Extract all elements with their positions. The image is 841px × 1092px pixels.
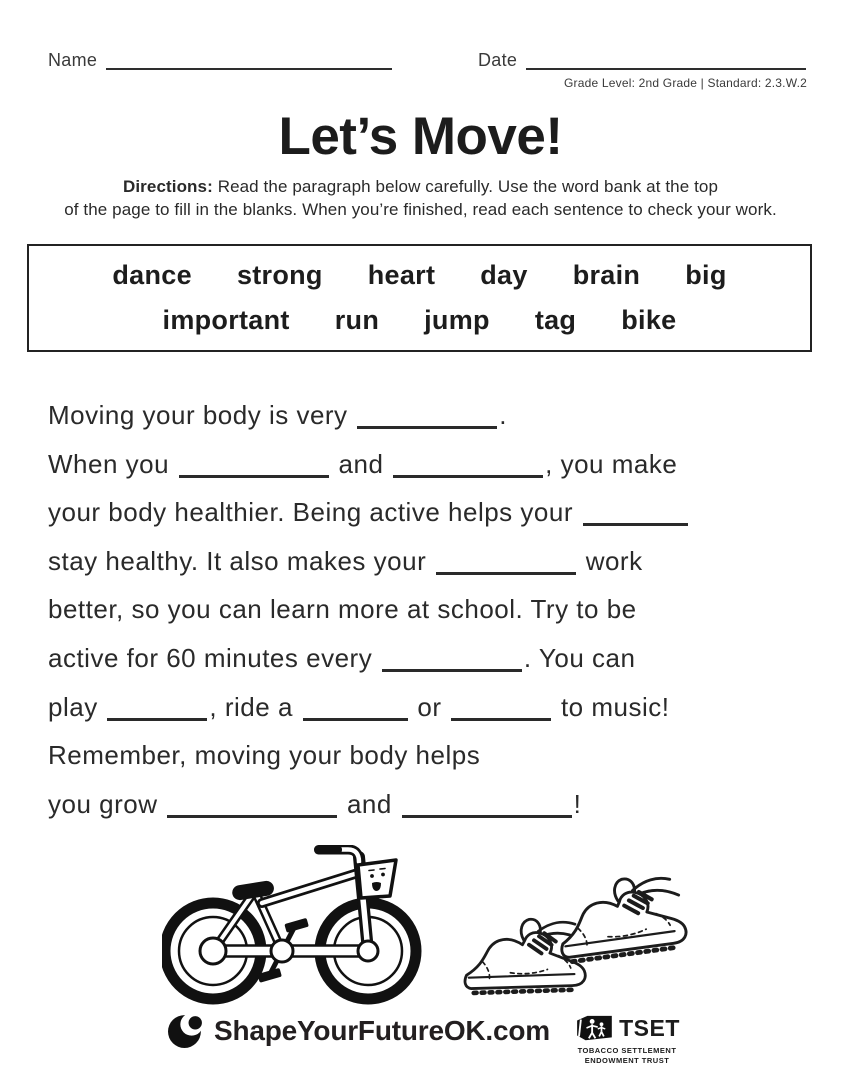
date-label: Date <box>478 50 518 70</box>
paragraph-text: , you make <box>545 448 678 479</box>
paragraph-line <box>48 731 808 780</box>
bicycle-illustration <box>162 845 462 1020</box>
word-bank-word: jump <box>424 305 490 335</box>
paragraph-text: active for 60 minutes every <box>48 642 380 673</box>
paragraph-line <box>48 683 808 732</box>
tset-subtitle <box>568 1046 686 1065</box>
word-bank-word: tag <box>534 305 577 335</box>
paragraph-text: you grow <box>48 788 166 819</box>
directions <box>0 176 841 221</box>
fill-in-blank[interactable] <box>583 497 688 526</box>
sneakers-illustration <box>455 872 700 1020</box>
directions-line1 <box>0 176 841 199</box>
paragraph-text: , ride a <box>209 691 301 722</box>
word-bank-word: run <box>334 305 380 335</box>
directions-line2: of the page to fill in the blanks. When you’re finished, read each sentence to check your work. <box>64 199 777 219</box>
word-bank-word: important <box>162 305 290 335</box>
paragraph-text: and <box>330 448 392 479</box>
paragraph-line <box>48 440 808 489</box>
website-text: ShapeYourFutureOK.com <box>214 1014 550 1046</box>
paragraph-text: Remember, moving your body helps <box>48 740 481 771</box>
word-bank <box>27 244 812 352</box>
shape-your-future-logo-icon <box>168 1012 205 1049</box>
fill-in-blank[interactable] <box>393 449 543 478</box>
paragraph-line <box>48 537 808 586</box>
paragraph-text: . <box>499 400 508 430</box>
fill-in-blank[interactable] <box>167 789 337 818</box>
grade-standard: Grade Level: 2nd Grade | Standard: 2.3.W.2 <box>564 76 807 90</box>
paragraph-line <box>48 780 808 829</box>
paragraph-text: Moving your body is very <box>48 400 356 430</box>
name-row <box>48 50 392 70</box>
directions-text1: Read the paragraph below carefully. Use the word bank at the top <box>212 177 719 196</box>
paragraph-text: to music! <box>553 691 670 722</box>
shape-your-future-branding <box>168 1012 550 1049</box>
name-label: Name <box>48 50 98 70</box>
paragraph-text: When you <box>48 448 177 479</box>
fill-in-blank[interactable] <box>357 400 497 429</box>
word-bank-word: heart <box>367 260 436 290</box>
directions-label: Directions: <box>122 177 213 196</box>
paragraph-text: better, so you can learn more at school. Try to be <box>48 594 637 625</box>
word-bank-row-1 <box>29 260 810 291</box>
name-line[interactable] <box>106 50 392 70</box>
paragraph-text: ! <box>573 788 582 819</box>
paragraph-line <box>48 634 808 683</box>
paragraph <box>48 391 808 828</box>
word-bank-word: strong <box>236 260 323 290</box>
paragraph-text: . You can <box>523 642 636 673</box>
word-bank-word: bike <box>621 305 677 335</box>
fill-in-blank[interactable] <box>402 789 572 818</box>
fill-in-blank[interactable] <box>436 546 576 575</box>
word-bank-word: dance <box>112 260 192 290</box>
paragraph-line <box>48 488 808 537</box>
word-bank-word: brain <box>572 260 641 290</box>
paragraph-text: stay healthy. It also makes your <box>48 545 434 576</box>
tset-sub-line2: ENDOWMENT TRUST <box>584 1055 670 1065</box>
paragraph-text: your body healthier. Being active helps your <box>48 497 581 528</box>
word-bank-word: big <box>685 260 727 290</box>
paragraph-text: work <box>577 545 643 576</box>
tset-acronym: TSET <box>619 1014 680 1041</box>
fill-in-blank[interactable] <box>107 692 207 721</box>
paragraph-text: play <box>48 691 106 722</box>
tset-logo <box>568 1013 686 1065</box>
fill-in-blank[interactable] <box>382 643 522 672</box>
fill-in-blank[interactable] <box>303 692 408 721</box>
tset-mark-icon <box>574 1013 614 1043</box>
date-line[interactable] <box>526 50 806 70</box>
word-bank-word: day <box>480 260 528 290</box>
paragraph-line <box>48 391 808 440</box>
page-title: Let’s Move! <box>278 107 563 166</box>
word-bank-row-2 <box>29 305 810 336</box>
fill-in-blank[interactable] <box>179 449 329 478</box>
date-row <box>478 50 806 70</box>
fill-in-blank[interactable] <box>451 692 551 721</box>
paragraph-line <box>48 585 808 634</box>
tset-logo-top <box>568 1013 686 1043</box>
paragraph-text: or <box>409 691 450 722</box>
paragraph-text: and <box>339 788 400 819</box>
tset-sub-line1: TOBACCO SETTLEMENT <box>577 1046 677 1055</box>
